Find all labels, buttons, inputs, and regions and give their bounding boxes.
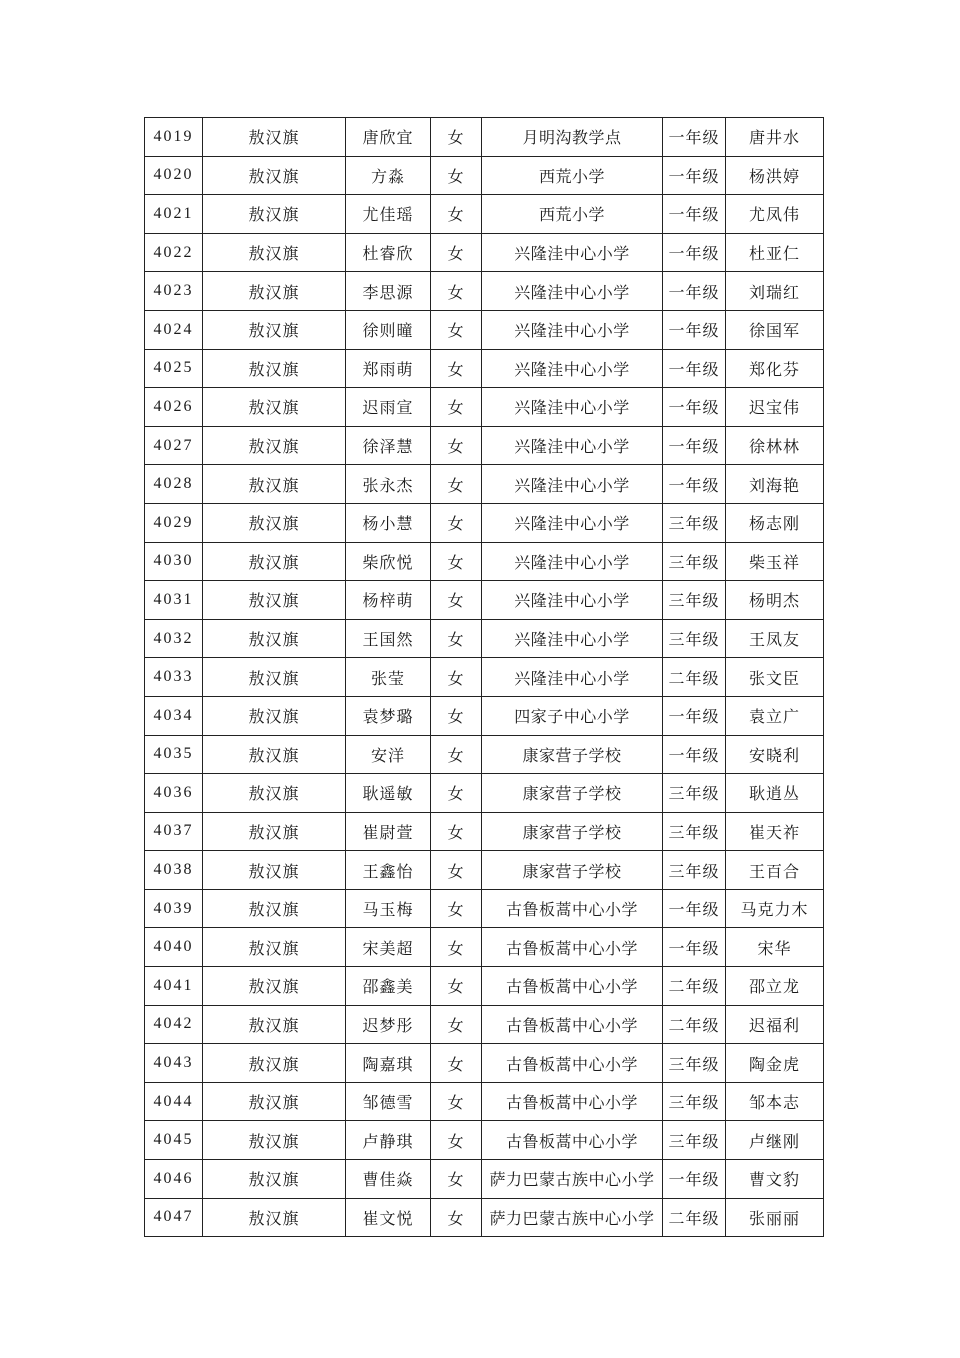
cell-student-name: 郑雨萌 [346,349,431,388]
table-row [145,503,824,542]
cell-gender: 女 [431,465,482,504]
cell-student-name: 徐则曈 [346,310,431,349]
roster-body [145,118,824,1237]
cell-student-name: 卢静琪 [346,1121,431,1160]
cell-school: 西荒小学 [482,156,663,195]
cell-guardian: 安晓利 [726,735,824,774]
table-row [145,388,824,427]
cell-number: 4035 [145,735,203,774]
cell-guardian: 陶金虎 [726,1044,824,1083]
cell-number: 4033 [145,658,203,697]
cell-gender: 女 [431,426,482,465]
cell-school: 兴隆洼中心小学 [482,272,663,311]
cell-number: 4044 [145,1082,203,1121]
cell-student-name: 方淼 [346,156,431,195]
cell-county: 敖汉旗 [203,465,346,504]
table-row [145,233,824,272]
cell-county: 敖汉旗 [203,503,346,542]
cell-grade: 二年级 [663,1198,726,1237]
cell-student-name: 李思源 [346,272,431,311]
cell-gender: 女 [431,542,482,581]
table-row [145,465,824,504]
cell-number: 4041 [145,967,203,1006]
cell-county: 敖汉旗 [203,619,346,658]
cell-grade: 一年级 [663,156,726,195]
cell-grade: 三年级 [663,542,726,581]
cell-county: 敖汉旗 [203,658,346,697]
cell-county: 敖汉旗 [203,1044,346,1083]
table-row [145,928,824,967]
cell-grade: 一年级 [663,465,726,504]
cell-school: 西荒小学 [482,195,663,234]
cell-number: 4024 [145,310,203,349]
cell-gender: 女 [431,658,482,697]
cell-county: 敖汉旗 [203,310,346,349]
cell-student-name: 袁梦璐 [346,696,431,735]
cell-number: 4040 [145,928,203,967]
cell-school: 康家营子学校 [482,735,663,774]
cell-gender: 女 [431,619,482,658]
cell-grade: 一年级 [663,426,726,465]
cell-number: 4037 [145,812,203,851]
cell-number: 4031 [145,581,203,620]
cell-student-name: 柴欣悦 [346,542,431,581]
table-row [145,156,824,195]
cell-grade: 三年级 [663,774,726,813]
cell-student-name: 唐欣宜 [346,118,431,157]
cell-school: 康家营子学校 [482,851,663,890]
cell-grade: 一年级 [663,735,726,774]
cell-guardian: 徐国军 [726,310,824,349]
cell-student-name: 耿遥敏 [346,774,431,813]
cell-grade: 三年级 [663,1082,726,1121]
cell-number: 4046 [145,1160,203,1199]
cell-grade: 一年级 [663,928,726,967]
cell-school: 古鲁板蒿中心小学 [482,1121,663,1160]
cell-grade: 二年级 [663,967,726,1006]
cell-school: 兴隆洼中心小学 [482,233,663,272]
cell-gender: 女 [431,349,482,388]
cell-county: 敖汉旗 [203,349,346,388]
cell-school: 古鲁板蒿中心小学 [482,967,663,1006]
cell-county: 敖汉旗 [203,195,346,234]
table-row [145,619,824,658]
cell-county: 敖汉旗 [203,581,346,620]
cell-county: 敖汉旗 [203,1005,346,1044]
cell-county: 敖汉旗 [203,118,346,157]
table-row [145,581,824,620]
cell-school: 兴隆洼中心小学 [482,349,663,388]
cell-school: 兴隆洼中心小学 [482,426,663,465]
cell-gender: 女 [431,889,482,928]
cell-gender: 女 [431,696,482,735]
cell-student-name: 马玉梅 [346,889,431,928]
cell-student-name: 邵鑫美 [346,967,431,1006]
cell-county: 敖汉旗 [203,1198,346,1237]
table-row [145,118,824,157]
cell-guardian: 邵立龙 [726,967,824,1006]
cell-number: 4043 [145,1044,203,1083]
cell-school: 康家营子学校 [482,774,663,813]
cell-county: 敖汉旗 [203,967,346,1006]
cell-school: 古鲁板蒿中心小学 [482,889,663,928]
cell-gender: 女 [431,967,482,1006]
cell-county: 敖汉旗 [203,542,346,581]
cell-school: 月明沟教学点 [482,118,663,157]
cell-county: 敖汉旗 [203,812,346,851]
cell-guardian: 刘海艳 [726,465,824,504]
cell-guardian: 张文臣 [726,658,824,697]
cell-gender: 女 [431,195,482,234]
cell-guardian: 王凤友 [726,619,824,658]
table-row [145,542,824,581]
cell-gender: 女 [431,1044,482,1083]
cell-number: 4027 [145,426,203,465]
cell-gender: 女 [431,118,482,157]
cell-school: 兴隆洼中心小学 [482,619,663,658]
cell-number: 4030 [145,542,203,581]
cell-student-name: 杜睿欣 [346,233,431,272]
table-row [145,774,824,813]
cell-county: 敖汉旗 [203,889,346,928]
cell-student-name: 王国然 [346,619,431,658]
table-row [145,1044,824,1083]
cell-gender: 女 [431,1160,482,1199]
cell-student-name: 安洋 [346,735,431,774]
cell-student-name: 崔尉萱 [346,812,431,851]
cell-school: 兴隆洼中心小学 [482,658,663,697]
cell-guardian: 杜亚仁 [726,233,824,272]
roster-table [144,117,824,1237]
cell-gender: 女 [431,156,482,195]
cell-school: 兴隆洼中心小学 [482,503,663,542]
cell-number: 4026 [145,388,203,427]
cell-student-name: 迟梦彤 [346,1005,431,1044]
cell-county: 敖汉旗 [203,735,346,774]
cell-number: 4034 [145,696,203,735]
table-row [145,195,824,234]
cell-county: 敖汉旗 [203,233,346,272]
table-row [145,812,824,851]
cell-number: 4042 [145,1005,203,1044]
cell-grade: 三年级 [663,619,726,658]
cell-grade: 三年级 [663,851,726,890]
cell-grade: 三年级 [663,581,726,620]
cell-school: 古鲁板蒿中心小学 [482,1044,663,1083]
cell-guardian: 迟宝伟 [726,388,824,427]
cell-number: 4039 [145,889,203,928]
cell-student-name: 崔文悦 [346,1198,431,1237]
cell-grade: 一年级 [663,1160,726,1199]
cell-county: 敖汉旗 [203,1160,346,1199]
cell-number: 4023 [145,272,203,311]
cell-guardian: 宋华 [726,928,824,967]
table-row [145,272,824,311]
cell-county: 敖汉旗 [203,388,346,427]
cell-grade: 一年级 [663,696,726,735]
cell-grade: 一年级 [663,118,726,157]
table-row [145,1160,824,1199]
cell-number: 4019 [145,118,203,157]
cell-school: 兴隆洼中心小学 [482,465,663,504]
cell-county: 敖汉旗 [203,774,346,813]
table-row [145,735,824,774]
cell-grade: 二年级 [663,658,726,697]
cell-number: 4021 [145,195,203,234]
cell-county: 敖汉旗 [203,1082,346,1121]
cell-number: 4047 [145,1198,203,1237]
cell-student-name: 陶嘉琪 [346,1044,431,1083]
cell-county: 敖汉旗 [203,272,346,311]
cell-gender: 女 [431,310,482,349]
cell-student-name: 杨小慧 [346,503,431,542]
cell-county: 敖汉旗 [203,851,346,890]
cell-student-name: 尤佳瑶 [346,195,431,234]
cell-student-name: 王鑫怡 [346,851,431,890]
cell-grade: 一年级 [663,310,726,349]
cell-guardian: 王百合 [726,851,824,890]
cell-number: 4032 [145,619,203,658]
cell-school: 兴隆洼中心小学 [482,581,663,620]
cell-grade: 一年级 [663,388,726,427]
cell-gender: 女 [431,388,482,427]
cell-school: 康家营子学校 [482,812,663,851]
cell-student-name: 张莹 [346,658,431,697]
cell-guardian: 邹本志 [726,1082,824,1121]
table-row [145,349,824,388]
cell-school: 古鲁板蒿中心小学 [482,1005,663,1044]
cell-gender: 女 [431,735,482,774]
cell-grade: 三年级 [663,503,726,542]
cell-student-name: 宋美超 [346,928,431,967]
cell-student-name: 迟雨宣 [346,388,431,427]
cell-school: 兴隆洼中心小学 [482,388,663,427]
cell-guardian: 张丽丽 [726,1198,824,1237]
cell-grade: 一年级 [663,349,726,388]
table-row [145,1005,824,1044]
cell-grade: 一年级 [663,233,726,272]
cell-guardian: 耿逍丛 [726,774,824,813]
table-row [145,1198,824,1237]
cell-student-name: 曹佳焱 [346,1160,431,1199]
cell-grade: 三年级 [663,812,726,851]
cell-guardian: 马克力木 [726,889,824,928]
cell-number: 4038 [145,851,203,890]
cell-gender: 女 [431,233,482,272]
cell-guardian: 曹文豹 [726,1160,824,1199]
cell-grade: 一年级 [663,889,726,928]
cell-county: 敖汉旗 [203,696,346,735]
cell-school: 兴隆洼中心小学 [482,542,663,581]
cell-student-name: 杨梓萌 [346,581,431,620]
cell-school: 古鲁板蒿中心小学 [482,1082,663,1121]
cell-gender: 女 [431,774,482,813]
cell-number: 4029 [145,503,203,542]
cell-school: 萨力巴蒙古族中心小学 [482,1198,663,1237]
cell-county: 敖汉旗 [203,928,346,967]
cell-gender: 女 [431,928,482,967]
cell-guardian: 杨洪婷 [726,156,824,195]
cell-grade: 三年级 [663,1121,726,1160]
cell-grade: 一年级 [663,272,726,311]
cell-gender: 女 [431,503,482,542]
table-row [145,426,824,465]
cell-number: 4028 [145,465,203,504]
table-row [145,696,824,735]
cell-gender: 女 [431,851,482,890]
cell-guardian: 崔天祚 [726,812,824,851]
cell-guardian: 柴玉祥 [726,542,824,581]
cell-student-name: 张永杰 [346,465,431,504]
cell-gender: 女 [431,1082,482,1121]
cell-gender: 女 [431,1005,482,1044]
cell-gender: 女 [431,272,482,311]
cell-gender: 女 [431,1198,482,1237]
cell-county: 敖汉旗 [203,426,346,465]
cell-county: 敖汉旗 [203,156,346,195]
cell-number: 4036 [145,774,203,813]
cell-guardian: 唐井水 [726,118,824,157]
table-row [145,1082,824,1121]
cell-student-name: 邹德雪 [346,1082,431,1121]
cell-guardian: 尤凤伟 [726,195,824,234]
table-row [145,658,824,697]
cell-school: 古鲁板蒿中心小学 [482,928,663,967]
cell-student-name: 徐泽慧 [346,426,431,465]
cell-school: 四家子中心小学 [482,696,663,735]
cell-guardian: 徐林林 [726,426,824,465]
cell-guardian: 杨明杰 [726,581,824,620]
table-row [145,889,824,928]
cell-number: 4022 [145,233,203,272]
cell-guardian: 袁立广 [726,696,824,735]
table-row [145,1121,824,1160]
cell-grade: 一年级 [663,195,726,234]
cell-gender: 女 [431,812,482,851]
cell-number: 4045 [145,1121,203,1160]
cell-guardian: 杨志刚 [726,503,824,542]
cell-grade: 三年级 [663,1044,726,1083]
cell-guardian: 郑化芬 [726,349,824,388]
cell-grade: 二年级 [663,1005,726,1044]
cell-school: 兴隆洼中心小学 [482,310,663,349]
cell-school: 萨力巴蒙古族中心小学 [482,1160,663,1199]
cell-county: 敖汉旗 [203,1121,346,1160]
cell-gender: 女 [431,1121,482,1160]
cell-guardian: 迟福利 [726,1005,824,1044]
cell-gender: 女 [431,581,482,620]
table-row [145,851,824,890]
cell-guardian: 卢继刚 [726,1121,824,1160]
cell-number: 4020 [145,156,203,195]
table-row [145,310,824,349]
table-row [145,967,824,1006]
cell-number: 4025 [145,349,203,388]
cell-guardian: 刘瑞红 [726,272,824,311]
